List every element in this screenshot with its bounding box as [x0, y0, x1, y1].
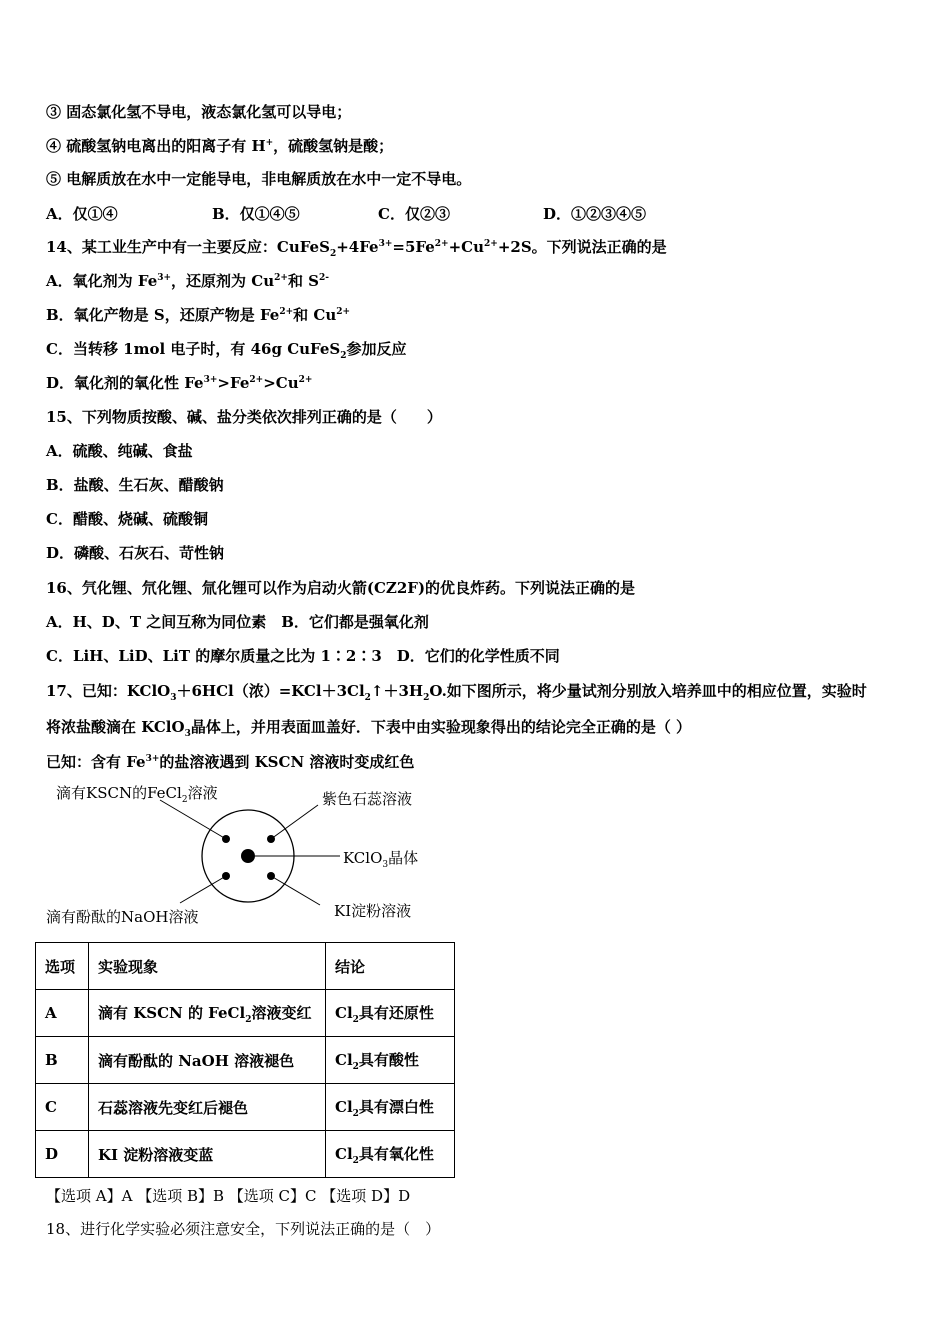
table-row — [36, 1084, 455, 1131]
q14-option-a: A．氧化剂为 $Fe^{3+}$，还原剂为 $Cu^{2+}$和 $S^{2-}$ — [46, 272, 329, 290]
row-phenomenon: KI 淀粉溶液变蓝 — [89, 1131, 326, 1178]
results-table — [35, 942, 455, 1178]
q16-options-ab: A．H、D、T 之间互称为同位素 B．它们都是强氧化剂 — [46, 613, 429, 631]
label-litmus: 紫色石蕊溶液 — [322, 790, 413, 808]
row-conclusion: $Cl_2$具有氧化性 — [326, 1131, 455, 1178]
leader-naoh — [180, 876, 226, 903]
q16-options-cd: C．LiH、LiD、LiT 的摩尔质量之比为 1∶2∶3 D．它们的化学性质不同 — [46, 647, 560, 665]
q13-option-b: B．仅①④⑤ — [212, 205, 300, 223]
q14-option-b: B．氧化产物是 S，还原产物是 $Fe^{2+}$和 $Cu^{2+}$ — [46, 306, 351, 324]
q14-stem: 14、某工业生产中有一主要反应：$CuFeS_2+4Fe^{3+}=5Fe^{2+}+Cu^{2+}+2S$。下列说法正确的是 — [46, 238, 667, 259]
q16-stem: 16、氕化锂、氘化锂、氚化锂可以作为启动火箭(CZ2F)的优良炸药。下列说法正确的是 — [46, 579, 636, 597]
header-option: 选项 — [36, 943, 89, 990]
answer-options: 【选项 A】A 【选项 B】B 【选项 C】C 【选项 D】D — [46, 1187, 411, 1205]
q18-stem: 18、进行化学实验必须注意安全，下列说法正确的是（ ） — [46, 1220, 441, 1238]
table-row — [36, 1037, 455, 1084]
row-option: C — [36, 1084, 89, 1131]
q13-option-d: D．①②③④⑤ — [543, 205, 647, 223]
row-phenomenon: 滴有 KSCN 的 FeCl$_2$溶液变红 — [89, 990, 326, 1037]
row-conclusion: $Cl_2$具有还原性 — [326, 990, 455, 1037]
q13-option-c: C．仅②③ — [378, 205, 450, 223]
leader-kscn — [160, 800, 226, 839]
row-phenomenon: 石蕊溶液先变红后褪色 — [89, 1084, 326, 1131]
row-conclusion: $Cl_2$具有酸性 — [326, 1037, 455, 1084]
row-phenomenon: 滴有酚酞的 NaOH 溶液褪色 — [89, 1037, 326, 1084]
row-conclusion: $Cl_2$具有漂白性 — [326, 1084, 455, 1131]
q15-stem: 15、下列物质按酸、碱、盐分类依次排列正确的是（ ） — [46, 408, 442, 426]
table-header-row — [36, 943, 455, 990]
row-option: A — [36, 990, 89, 1037]
q15-option-a: A．硫酸、纯碱、食盐 — [46, 442, 193, 460]
q15-option-b: B．盐酸、生石灰、醋酸钠 — [46, 476, 224, 494]
q17-stem-line1: 17、已知：KClO$_3$＋6HCl（浓）$=KCl+3Cl_2↑+3H_2O$.如下图所示，将少量试剂分别放入培养皿中的相应位置，实验时 — [46, 682, 867, 703]
q13-item-5: ⑤ 电解质放在水中一定能导电，非电解质放在水中一定不导电。 — [46, 170, 472, 188]
label-kclo3: KClO$_3$晶体 — [343, 849, 419, 870]
row-option: D — [36, 1131, 89, 1178]
table-row — [36, 990, 455, 1037]
q17-stem-line2: 将浓盐酸滴在 KClO$_3$晶体上，并用表面皿盖好．下表中由实验现象得出的结论完全正确的是（ ） — [46, 718, 692, 739]
q14-option-c: C．当转移 1mol 电子时，有 46g CuFeS$_2$参加反应 — [46, 340, 407, 361]
label-naoh: 滴有酚酞的NaOH溶液 — [46, 908, 199, 926]
q13-options — [46, 203, 746, 221]
q13-item-4: ④ 硫酸氢钠电离出的阳离子有 H+，硫酸氢钠是酸； — [46, 137, 394, 155]
row-option: B — [36, 1037, 89, 1084]
q15-option-c: C．醋酸、烧碱、硫酸铜 — [46, 510, 208, 528]
label-kscn-fecl2: 滴有KSCN的FeCl$_2$溶液 — [56, 784, 218, 805]
kclo3-crystal-dot — [241, 849, 255, 863]
q13-option-a: A．仅①④ — [46, 205, 118, 223]
q15-option-d: D．磷酸、石灰石、苛性钠 — [46, 544, 225, 562]
header-phenomenon: 实验现象 — [89, 943, 326, 990]
table-row — [36, 1131, 455, 1178]
q13-item-3: ③ 固态氯化氢不导电，液态氯化氢可以导电； — [46, 103, 352, 121]
header-conclusion: 结论 — [326, 943, 455, 990]
q14-option-d: D．氧化剂的氧化性 $Fe^{3+}>Fe^{2+}>Cu^{2+}$ — [46, 374, 313, 392]
label-ki-starch: KI淀粉溶液 — [334, 902, 412, 920]
q17-known: 已知：含有 $Fe^{3+}$的盐溶液遇到 KSCN 溶液时变成红色 — [46, 753, 415, 771]
